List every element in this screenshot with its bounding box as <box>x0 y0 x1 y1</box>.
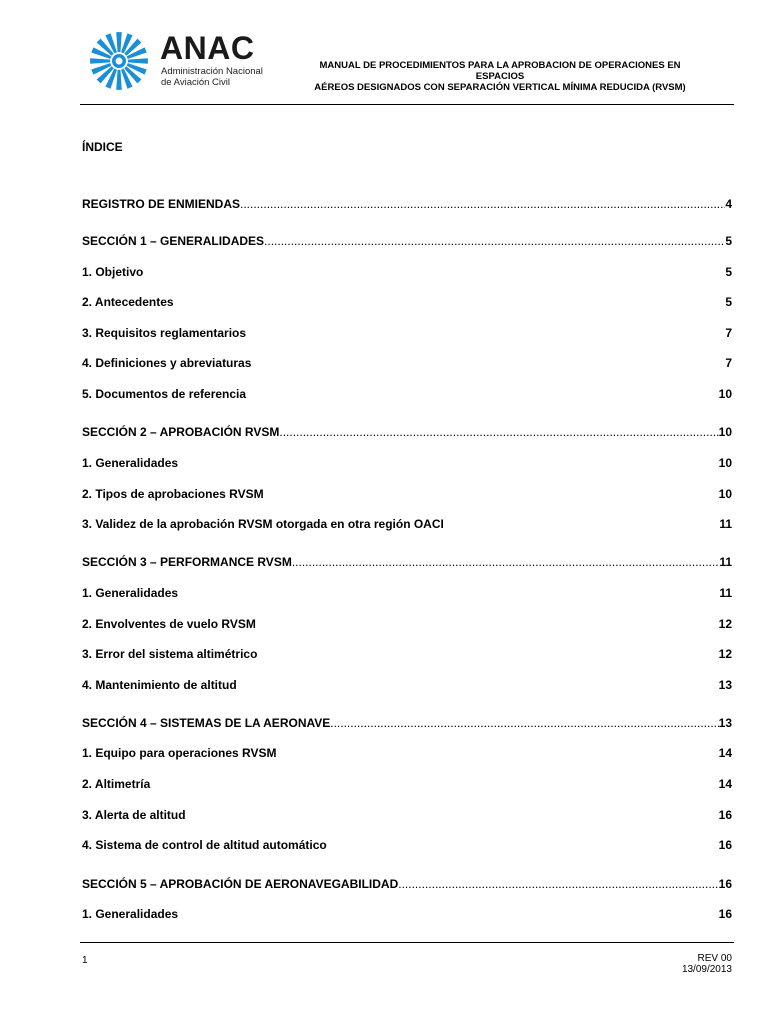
toc-entry-title: 2. Altimetría <box>82 777 151 791</box>
toc-entry-title: SECCIÓN 4 – SISTEMAS DE LA AERONAVE <box>82 716 331 730</box>
toc-dot-leader <box>292 555 720 569</box>
toc-entry[interactable] <box>82 678 732 694</box>
toc-dot-leader <box>330 716 718 730</box>
toc-entry[interactable] <box>82 456 732 472</box>
toc-entry[interactable] <box>82 265 732 281</box>
logo-name: ANAC <box>160 30 255 66</box>
toc-entry[interactable] <box>82 555 732 571</box>
toc-entry-page: 4 <box>725 197 732 211</box>
toc-entry-title: 2. Tipos de aprobaciones RVSM <box>82 487 264 501</box>
toc-entry[interactable] <box>82 617 732 633</box>
toc-entry-title: 3. Requisitos reglamentarios <box>82 326 247 340</box>
toc-entry-title: SECCIÓN 1 – GENERALIDADES <box>82 234 265 248</box>
logo-ray <box>116 70 122 90</box>
toc-entry-page: 10 <box>718 456 732 470</box>
toc-entry-title: 3. Validez de la aprobación RVSM otorgada en otra región OACI <box>82 517 444 531</box>
toc-entry-title: SECCIÓN 3 – PERFORMANCE RVSM <box>82 555 292 569</box>
toc-entry-title: 2. Envolventes de vuelo RVSM <box>82 617 256 631</box>
toc-entry-title: SECCIÓN 2 – APROBACIÓN RVSM <box>82 425 280 439</box>
toc-entry-page: 5 <box>725 295 732 309</box>
toc-entry[interactable] <box>82 356 732 372</box>
footer-page-number: 1 <box>82 955 88 966</box>
toc-dot-leader <box>398 877 718 891</box>
logo-ray <box>90 58 110 64</box>
toc-entry[interactable] <box>82 907 732 923</box>
toc-entry[interactable] <box>82 326 732 342</box>
sun-emblem-icon <box>86 30 152 92</box>
toc-entry[interactable] <box>82 716 732 732</box>
toc-entry-page: 13 <box>718 716 732 730</box>
logo-subtitle <box>161 66 263 88</box>
toc-entry[interactable] <box>82 234 732 250</box>
toc-entry[interactable] <box>82 487 732 503</box>
toc-entry[interactable] <box>82 746 732 762</box>
toc-entry-page: 12 <box>718 617 732 631</box>
toc-entry-page: 13 <box>718 678 732 692</box>
anac-logo <box>86 30 276 90</box>
toc-entry[interactable] <box>82 838 732 854</box>
logo-ray <box>128 58 148 64</box>
toc-entry[interactable] <box>82 647 732 663</box>
logo-subtitle-line1: Administración Nacional <box>161 66 263 77</box>
footer-divider <box>80 942 734 943</box>
toc-entry-title: 1. Generalidades <box>82 586 179 600</box>
revision-label: REV 00 <box>697 953 732 964</box>
toc-entry[interactable] <box>82 197 732 213</box>
toc-entry-page: 5 <box>725 265 732 279</box>
toc-entry-page: 11 <box>719 586 732 600</box>
toc-entry-page: 11 <box>719 555 732 569</box>
toc-entry-page: 14 <box>718 746 732 760</box>
toc-dot-leader <box>279 425 718 439</box>
toc-entry-title: 1. Generalidades <box>82 907 179 921</box>
document-title <box>300 60 700 93</box>
document-title-line1: MANUAL DE PROCEDIMIENTOS PARA LA APROBACION DE OPERACIONES EN ESPACIOS <box>319 60 681 82</box>
toc-entry-title: 3. Alerta de altitud <box>82 808 186 822</box>
toc-entry[interactable] <box>82 517 732 533</box>
toc-entry-page: 16 <box>718 838 732 852</box>
toc-entry[interactable] <box>82 586 732 602</box>
toc-entry[interactable] <box>82 387 732 403</box>
document-title-line2: AÉREOS DESIGNADOS CON SEPARACIÓN VERTICAL MÍNIMA REDUCIDA (RVSM) <box>314 82 686 93</box>
toc-entry-page: 5 <box>725 234 732 248</box>
toc-entry-title: 1. Objetivo <box>82 265 144 279</box>
index-heading: ÍNDICE <box>82 140 123 154</box>
toc-entry[interactable] <box>82 877 732 893</box>
logo-subtitle-line2: de Aviación Civil <box>161 77 231 88</box>
toc-entry[interactable] <box>82 808 732 824</box>
toc-dot-leader <box>240 197 725 211</box>
toc-entry-page: 11 <box>719 517 732 531</box>
toc-entry-page: 10 <box>718 387 732 401</box>
toc-entry-title: 1. Equipo para operaciones RVSM <box>82 746 277 760</box>
toc-entry-page: 16 <box>718 907 732 921</box>
revision-date: 13/09/2013 <box>681 964 732 975</box>
toc-entry[interactable] <box>82 295 732 311</box>
toc-entry-title: 4. Sistema de control de altitud automático <box>82 838 327 852</box>
toc-entry[interactable] <box>82 777 732 793</box>
toc-entry-title: SECCIÓN 5 – APROBACIÓN DE AERONAVEGABILIDAD <box>82 877 399 891</box>
logo-ray <box>116 32 122 52</box>
toc-entry-page: 14 <box>718 777 732 791</box>
toc-dot-leader <box>264 234 725 248</box>
toc-entry-page: 10 <box>718 425 732 439</box>
toc-entry-title: REGISTRO DE ENMIENDAS <box>82 197 241 211</box>
toc-entry-page: 7 <box>725 356 732 370</box>
toc-entry-page: 12 <box>718 647 732 661</box>
toc-entry-title: 2. Antecedentes <box>82 295 174 309</box>
toc-entry-title: 3. Error del sistema altimétrico <box>82 647 258 661</box>
footer-revision <box>682 953 732 975</box>
toc-entry-title: 4. Definiciones y abreviaturas <box>82 356 252 370</box>
toc-entry-page: 10 <box>718 487 732 501</box>
toc-entry-page: 7 <box>725 326 732 340</box>
header-divider <box>80 104 734 105</box>
page-header <box>0 0 768 106</box>
toc-entry-title: 5. Documentos de referencia <box>82 387 247 401</box>
toc-entry-title: 1. Generalidades <box>82 456 179 470</box>
toc-entry[interactable] <box>82 425 732 441</box>
toc-entry-title: 4. Mantenimiento de altitud <box>82 678 237 692</box>
toc-entry-page: 16 <box>718 877 732 891</box>
toc-entry-page: 16 <box>718 808 732 822</box>
